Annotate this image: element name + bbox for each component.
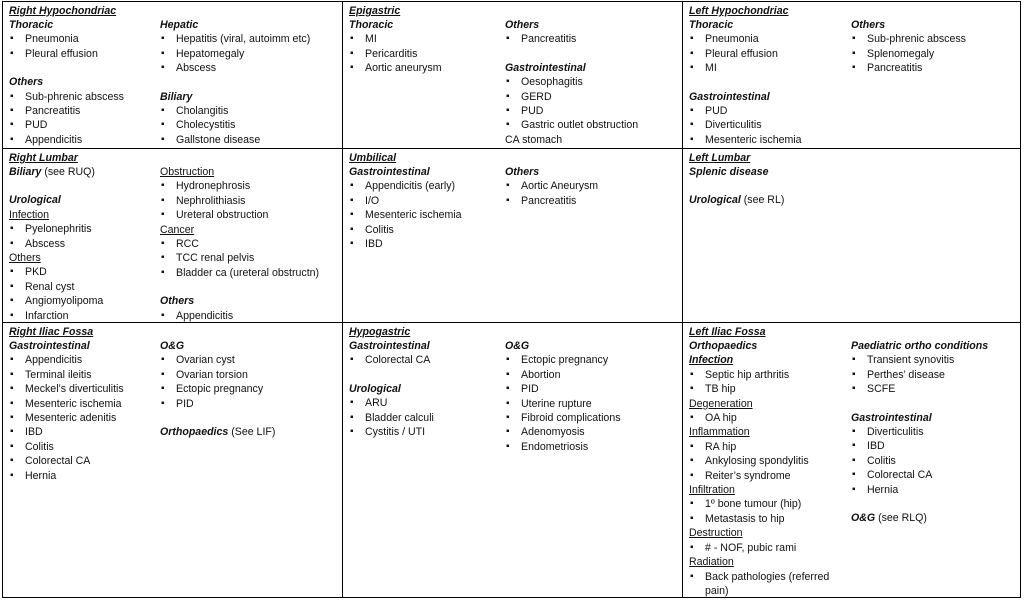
condition-item: ▪ Pericarditis	[349, 47, 501, 61]
condition-list	[349, 396, 501, 439]
group-heading-gastrointestinal	[349, 339, 501, 353]
condition-list	[505, 75, 678, 147]
condition-list	[851, 425, 1016, 497]
condition-list	[689, 411, 847, 425]
region-column	[160, 339, 338, 439]
group-heading-text: Thoracic	[9, 19, 54, 31]
group-heading-text: Obstruction	[160, 166, 215, 178]
region-column	[505, 18, 678, 147]
condition-item: ▪ Appendicitis	[9, 133, 156, 147]
region-column	[505, 339, 678, 454]
condition-item: ▪ Reiter’s syndrome	[689, 469, 847, 483]
condition-item: ▪ Gastric outlet obstruction	[505, 118, 678, 132]
condition-item: ▪ Aortic Aneurysm	[505, 179, 678, 193]
condition-item: ▪ Pancreatitis	[851, 61, 1016, 75]
region-title: Right Lumbar	[9, 152, 78, 164]
condition-item: ▪ Oesophagitis	[505, 75, 678, 89]
condition-item: ▪ Pneumonia	[689, 32, 847, 46]
region-title: Left Lumbar	[689, 152, 751, 164]
condition-list	[160, 309, 338, 322]
condition-item: ▪ Abscess	[160, 61, 338, 75]
cell-right-hypochondriac	[3, 2, 342, 148]
condition-item: ▪ Endometriosis	[505, 440, 678, 454]
cell-left-iliac-fossa	[683, 323, 1020, 598]
region-column	[9, 339, 156, 483]
condition-item: ▪ ARU	[349, 396, 501, 410]
condition-item: ▪ Hepatitis (viral, autoimm etc)	[160, 32, 338, 46]
condition-item: ▪ Ovarian torsion	[160, 368, 338, 382]
cell-epigastric	[343, 2, 682, 148]
condition-list	[851, 353, 1016, 396]
condition-list	[505, 353, 678, 454]
condition-item: ▪ Sub-phrenic abscess	[9, 90, 156, 104]
group-heading-text: O&G	[851, 512, 876, 525]
condition-item: ▪ Angiomyolipoma	[9, 294, 156, 308]
condition-item: ▪ Bladder ca (ureteral obstructn)	[160, 266, 338, 280]
condition-list	[349, 179, 501, 251]
region-column	[9, 18, 156, 147]
condition-item: ▪ Colorectal CA	[9, 454, 156, 468]
cell-right-iliac-fossa	[3, 323, 342, 598]
condition-item: ▪ Diverticulitis	[689, 118, 847, 132]
group-heading-hepatic	[160, 18, 338, 32]
group-heading-radiation	[689, 555, 847, 569]
group-heading-others	[160, 294, 338, 308]
condition-list	[9, 90, 156, 148]
region-column	[349, 18, 501, 76]
condition-item: ▪ Diverticulitis	[851, 425, 1016, 439]
condition-list	[9, 222, 156, 251]
region-column	[160, 18, 338, 147]
group-heading-note: (See LIF)	[228, 426, 276, 439]
group-heading-text: Orthopaedics	[160, 426, 229, 439]
group-heading-others	[851, 18, 1016, 32]
region-title: Umbilical	[349, 152, 397, 164]
condition-item: ▪ Ovarian cyst	[160, 353, 338, 367]
group-heading-orthopaedics	[689, 339, 847, 353]
group-heading-gastrointestinal	[689, 90, 847, 104]
group-heading-text: Gastrointestinal	[349, 166, 430, 178]
group-heading-text: Others	[9, 252, 41, 265]
condition-list	[505, 32, 678, 46]
condition-item: ▪ Fibroid complications	[505, 411, 678, 425]
cell-left-hypochondriac	[683, 2, 1020, 148]
group-heading-degeneration	[689, 397, 847, 411]
group-heading-text: Gastrointestinal	[349, 340, 430, 352]
group-heading-note: (see RLQ)	[875, 512, 927, 525]
condition-item: ▪ Pneumonia	[9, 32, 156, 46]
group-heading-text: Infection	[9, 208, 50, 221]
group-heading-obstruction	[160, 165, 338, 179]
condition-item: ▪ Splenomegaly	[851, 47, 1016, 61]
condition-item: ▪ Renal cyst	[9, 280, 156, 294]
condition-item: ▪ PID	[160, 397, 338, 411]
group-heading-urological	[349, 382, 501, 396]
group-heading-text: O&G	[160, 340, 185, 352]
region-column	[160, 165, 338, 322]
group-heading-note: (see RUQ)	[41, 166, 95, 178]
condition-item: ▪ Abscess	[9, 237, 156, 251]
group-heading-text: O&G	[505, 340, 530, 352]
condition-item: ▪ RA hip	[689, 440, 847, 454]
group-heading-gastrointestinal	[851, 411, 1016, 425]
group-heading-others	[9, 251, 156, 265]
group-heading-paediatric-ortho-conditions	[851, 339, 1016, 353]
region-title: Right Iliac Fossa	[9, 326, 94, 338]
group-heading-text: Urological	[349, 382, 401, 395]
condition-item: ▪ Abortion	[505, 368, 678, 382]
group-heading-text: Gastrointestinal	[689, 90, 770, 103]
condition-list	[689, 104, 847, 147]
condition-item: ▪ Cholecystitis	[160, 118, 338, 132]
region-column	[689, 18, 847, 147]
group-heading-destruction	[689, 526, 847, 540]
condition-item: ▪ Colorectal CA	[851, 468, 1016, 482]
condition-list	[505, 179, 678, 208]
condition-item: ▪ PID	[505, 382, 678, 396]
condition-item-unbulleted: CA stomach	[505, 133, 563, 146]
condition-item: ▪ IBD	[9, 425, 156, 439]
condition-list	[9, 353, 156, 483]
condition-item: ▪ Ectopic pregnancy	[160, 382, 338, 396]
group-heading-splenic-disease	[689, 165, 847, 179]
region-title: Left Hypochondriac	[689, 5, 789, 17]
condition-item: ▪ Colitis	[349, 223, 501, 237]
condition-item: ▪ # - NOF, pubic rami	[689, 541, 847, 555]
group-heading-infection	[9, 208, 156, 222]
condition-item: ▪ Meckel’s diverticulitis	[9, 382, 156, 396]
cell-umbilical	[343, 149, 682, 322]
condition-item: ▪ Appendicitis	[9, 353, 156, 367]
condition-item: ▪ Colitis	[9, 440, 156, 454]
group-heading-text: Infection	[689, 354, 734, 367]
condition-item: ▪ Adenomyosis	[505, 425, 678, 439]
region-column	[505, 165, 678, 208]
condition-list	[689, 541, 847, 555]
condition-item: ▪ Mesenteric ischemia	[9, 397, 156, 411]
group-heading-orthopaedics	[160, 425, 338, 439]
condition-list	[9, 32, 156, 61]
condition-item: ▪ Ureteral obstruction	[160, 208, 338, 222]
group-heading-oandg	[851, 511, 1016, 525]
condition-item: ▪ Ankylosing spondylitis	[689, 454, 847, 468]
group-heading-text: Others	[851, 19, 886, 31]
condition-item: ▪ Metastasis to hip	[689, 512, 847, 526]
condition-item: ▪ Gallstone disease	[160, 133, 338, 147]
condition-list	[160, 104, 338, 147]
region-column	[9, 165, 156, 322]
region-column	[349, 165, 501, 251]
condition-item: ▪ IBD	[851, 439, 1016, 453]
condition-item: ▪ Perthes’ disease	[851, 368, 1016, 382]
condition-item: ▪ Sub-phrenic abscess	[851, 32, 1016, 46]
group-heading-biliary	[9, 165, 156, 179]
group-heading-gastrointestinal	[9, 339, 156, 353]
group-heading-cancer	[160, 223, 338, 237]
condition-item: ▪ Colitis	[851, 454, 1016, 468]
group-heading-text: Infiltration	[689, 484, 735, 497]
condition-item: ▪ Infarction	[9, 309, 156, 322]
group-heading-text: Gastrointestinal	[851, 411, 932, 424]
condition-item: ▪ SCFE	[851, 382, 1016, 396]
region-column	[689, 339, 847, 598]
group-heading-text: Thoracic	[689, 19, 734, 31]
group-heading-text: Inflammation	[689, 426, 750, 439]
group-heading-text: Degeneration	[689, 397, 753, 410]
condition-item: ▪ PUD	[505, 104, 678, 118]
group-heading-oandg	[160, 339, 338, 353]
condition-item: ▪ Pleural effusion	[689, 47, 847, 61]
condition-item: ▪ PKD	[9, 265, 156, 279]
condition-item: ▪ RCC	[160, 237, 338, 251]
group-heading-thoracic	[9, 18, 156, 32]
condition-item: ▪ IBD	[349, 237, 501, 251]
group-heading-text: Destruction	[689, 527, 743, 540]
group-heading-text: Urological	[9, 194, 61, 207]
condition-item: ▪ Hernia	[851, 483, 1016, 497]
condition-item: ▪ Back pathologies (referred pain)	[689, 570, 847, 599]
group-heading-others	[505, 18, 678, 32]
condition-item: ▪ I/O	[349, 194, 501, 208]
condition-list	[160, 353, 338, 411]
condition-item: ▪ Cholangitis	[160, 104, 338, 118]
group-heading-infiltration	[689, 483, 847, 497]
condition-item: ▪ Pleural effusion	[9, 47, 156, 61]
group-heading-oandg	[505, 339, 678, 353]
group-heading-text: Cancer	[160, 223, 195, 236]
condition-list	[160, 179, 338, 222]
condition-list	[160, 237, 338, 280]
group-heading-text: Others	[160, 295, 195, 308]
region-title: Left Iliac Fossa	[689, 326, 766, 338]
condition-item: ▪ Colorectal CA	[349, 353, 501, 367]
group-heading-text: Urological	[689, 194, 741, 207]
condition-item: ▪ Uterine rupture	[505, 397, 678, 411]
group-heading-gastrointestinal	[505, 61, 678, 75]
condition-list	[689, 32, 847, 75]
condition-item: ▪ PUD	[689, 104, 847, 118]
condition-item: ▪ Transient synovitis	[851, 353, 1016, 367]
condition-list	[689, 497, 847, 526]
condition-item: ▪ PUD	[9, 118, 156, 132]
condition-item: ▪ Appendicitis (early)	[349, 179, 501, 193]
condition-item: ▪ Cystitis / UTI	[349, 425, 501, 439]
group-heading-note: (see RL)	[740, 194, 785, 207]
cell-hypogastric	[343, 323, 682, 598]
condition-item: ▪ Aortic aneurysm	[349, 61, 501, 75]
condition-item: ▪ OA hip	[689, 411, 847, 425]
condition-list	[689, 440, 847, 483]
region-title: Hypogastric	[349, 326, 411, 338]
region-title: Epigastric	[349, 5, 401, 17]
cell-left-lumbar	[683, 149, 1020, 322]
group-heading-text: Hepatic	[160, 19, 199, 31]
condition-list	[9, 265, 156, 322]
group-heading-text: Biliary	[160, 90, 193, 103]
condition-item: ▪ Pancreatitis	[505, 194, 678, 208]
group-heading-text: Others	[505, 166, 540, 178]
group-heading-text: Biliary	[9, 166, 42, 178]
condition-item: ▪ Hydronephrosis	[160, 179, 338, 193]
condition-item: ▪ MI	[689, 61, 847, 75]
condition-item: ▪ TB hip	[689, 382, 847, 396]
condition-item: ▪ 1º bone tumour (hip)	[689, 497, 847, 511]
group-heading-text: Orthopaedics	[689, 340, 758, 352]
condition-list	[349, 32, 501, 75]
condition-item: ▪ Pyelonephritis	[9, 222, 156, 236]
condition-item: ▪ TCC renal pelvis	[160, 251, 338, 265]
region-column	[349, 339, 501, 439]
region-title: Right Hypochondriac	[9, 5, 117, 17]
group-heading-text: Thoracic	[349, 19, 394, 31]
condition-list	[349, 353, 501, 367]
condition-item: ▪ MI	[349, 32, 501, 46]
condition-item: ▪ GERD	[505, 90, 678, 104]
condition-item: ▪ Appendicitis	[160, 309, 338, 322]
condition-item: ▪ Terminal ileitis	[9, 368, 156, 382]
group-heading-urological	[689, 193, 847, 207]
group-heading-text: Gastrointestinal	[505, 61, 586, 74]
group-heading-thoracic	[349, 18, 501, 32]
condition-item: ▪ Pancreatitis	[9, 104, 156, 118]
condition-list	[160, 32, 338, 75]
condition-item: ▪ Pancreatitis	[505, 32, 678, 46]
condition-item: ▪ Mesenteric ischemia	[349, 208, 501, 222]
condition-item: ▪ Bladder calculi	[349, 411, 501, 425]
condition-item: ▪ Septic hip arthritis	[689, 368, 847, 382]
condition-item: ▪ Hernia	[9, 469, 156, 483]
group-heading-urological	[9, 193, 156, 207]
group-heading-others	[9, 75, 156, 89]
group-heading-text: Paediatric ortho conditions	[851, 340, 989, 352]
group-heading-inflammation	[689, 425, 847, 439]
group-heading-text: Gastrointestinal	[9, 340, 90, 352]
region-column	[851, 18, 1016, 76]
group-heading-gastrointestinal	[349, 165, 501, 179]
condition-item: ▪ Mesenteric ischemia	[689, 133, 847, 147]
group-heading-biliary	[160, 90, 338, 104]
condition-item: ▪ Mesenteric adenitis	[9, 411, 156, 425]
group-heading-text: Radiation	[689, 556, 734, 569]
condition-list	[689, 570, 847, 599]
group-heading-others	[505, 165, 678, 179]
group-heading-text: Others	[505, 19, 540, 31]
group-heading-text: Others	[9, 76, 44, 89]
abdominal-regions-table	[2, 1, 1021, 598]
condition-item: ▪ Ectopic pregnancy	[505, 353, 678, 367]
cell-right-lumbar	[3, 149, 342, 322]
condition-list	[851, 32, 1016, 75]
group-heading-text: Splenic disease	[689, 166, 769, 178]
region-column	[851, 339, 1016, 525]
condition-item: ▪ Nephrolithiasis	[160, 194, 338, 208]
group-heading-thoracic	[689, 18, 847, 32]
condition-item: ▪ Hepatomegaly	[160, 47, 338, 61]
condition-list	[689, 368, 847, 397]
group-heading-infection	[689, 353, 847, 367]
region-column	[689, 165, 847, 208]
